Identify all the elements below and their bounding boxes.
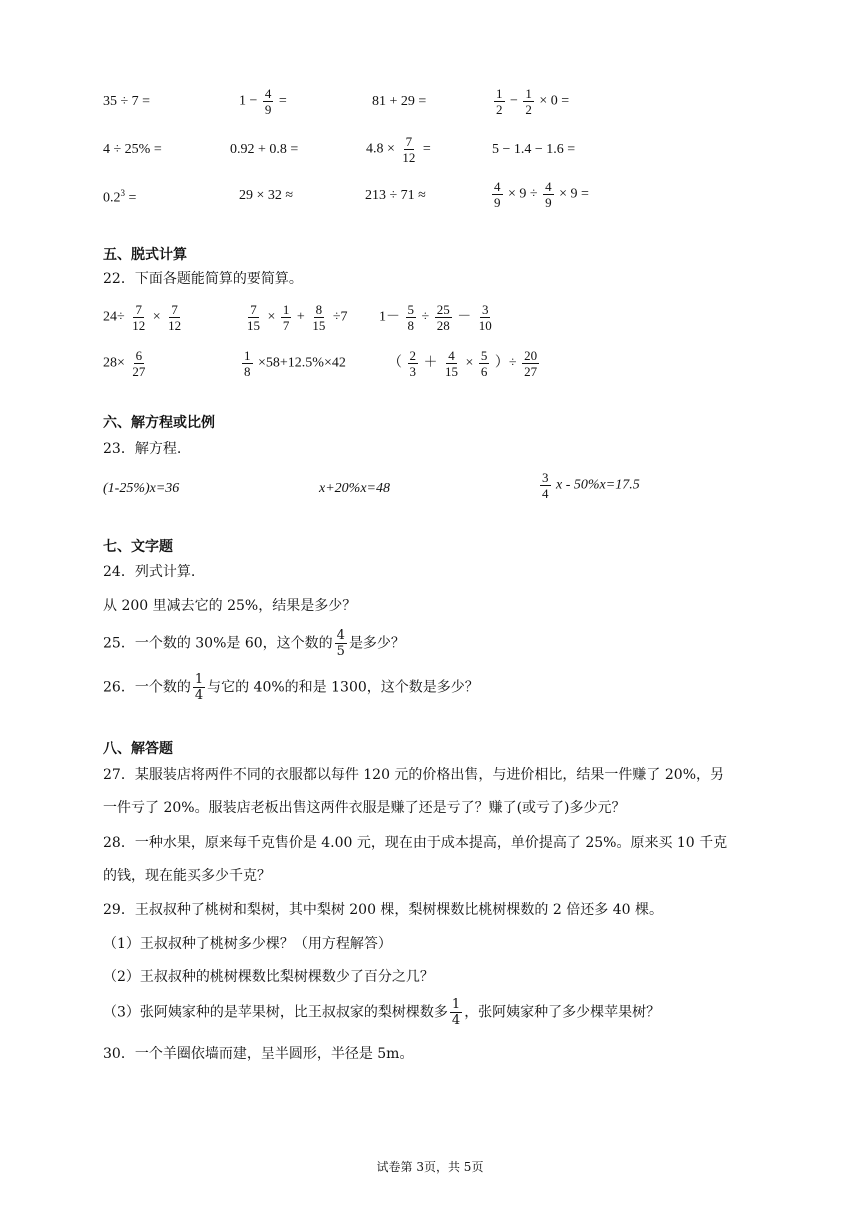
fraction	[400, 134, 417, 165]
numerator: 7	[250, 302, 257, 317]
question-24-text: 从 200 里减去它的 25%，结果是多少？	[103, 598, 357, 614]
fraction	[281, 302, 292, 333]
question-27-line1: 27．某服装店将两件不同的衣服都以每件 120 元的价格出售，与进价相比，结果一件赚了 20%，另	[103, 767, 725, 783]
fraction	[335, 628, 347, 659]
denominator: 15	[445, 364, 458, 379]
denominator: 15	[312, 318, 326, 333]
oral-r2-c2: 0.92 + 0.8 =	[230, 142, 299, 157]
expr-text: 1－	[379, 309, 400, 325]
section-title: 五、脱式计算	[103, 247, 187, 263]
fraction	[494, 86, 505, 117]
operator: +	[296, 309, 305, 325]
denominator: 4	[451, 1013, 461, 1028]
numerator: 1	[496, 86, 503, 101]
page-footer: 试卷第 3页，共 5页	[376, 1160, 484, 1174]
fraction	[245, 302, 262, 333]
fraction	[479, 348, 490, 379]
question-27-line2: 一件亏了 20%。服装店老板出售这两件衣服是赚了还是亏了？赚了(或亏了)多少元？	[103, 800, 626, 816]
numerator: 4	[264, 86, 272, 101]
numerator: 3	[542, 470, 549, 485]
operator: －	[457, 309, 472, 325]
expr-text: × 0 =	[539, 93, 570, 109]
numerator: 1	[525, 86, 532, 101]
question-text: 26．一个数的	[103, 679, 191, 696]
oral-r2-c4: 5 − 1.4 − 1.6 =	[492, 142, 576, 157]
expr-text: 28×	[103, 355, 125, 371]
denominator: 2	[525, 102, 532, 117]
question-28-line2: 的钱，现在能买多少千克？	[103, 868, 271, 884]
oral-r1-c2	[239, 86, 287, 117]
exponent: 3	[120, 188, 125, 198]
fraction	[408, 348, 419, 379]
numerator: 6	[135, 348, 143, 363]
numerator: 7	[135, 302, 142, 317]
numerator: 5	[407, 302, 414, 317]
oral-r3-c2: 29 × 32 ≈	[239, 188, 294, 203]
fraction	[450, 997, 462, 1028]
numerator: 4	[448, 348, 455, 363]
expr-22-1	[103, 302, 185, 333]
expr-22-6	[388, 348, 541, 379]
question-29-3	[103, 997, 660, 1028]
denominator: 8	[244, 364, 251, 379]
numerator: 2	[409, 348, 416, 363]
fraction	[523, 86, 534, 117]
numerator: 5	[480, 348, 488, 363]
fraction	[130, 348, 147, 379]
section-title: 八、解答题	[103, 741, 173, 757]
expr-text: x - 50%x=17.5	[556, 477, 640, 493]
denominator: 2	[496, 102, 503, 117]
numerator: 25	[436, 302, 450, 317]
oral-r1-c4	[492, 86, 569, 117]
question-25	[103, 628, 405, 659]
denominator: 12	[168, 318, 182, 333]
denominator: 12	[132, 318, 146, 333]
expr-text: ）÷	[494, 355, 517, 371]
expr-text: =	[278, 93, 287, 109]
question-text: 25．一个数的 30%是 60，这个数的	[103, 635, 333, 652]
question-29-2: （2）王叔叔种的桃树棵数比梨树棵数少了百分之几？	[103, 969, 434, 985]
oral-r3-c3: 213 ÷ 71 ≈	[365, 188, 426, 203]
operator: −	[510, 93, 518, 109]
question-29-1: （1）王叔叔种了桃树多少棵？（用方程解答）	[103, 936, 392, 952]
oral-r1-c1: 35 ÷ 7 =	[103, 94, 151, 109]
equation-2: x+20%x=48	[319, 481, 390, 496]
denominator: 27	[524, 364, 538, 379]
fraction	[130, 302, 147, 333]
denominator: 8	[407, 318, 414, 333]
oral-r3-c1	[103, 188, 136, 207]
numerator: 4	[336, 628, 345, 643]
question-text: （3）张阿姨家种的是苹果树，比王叔叔家的梨树棵数多	[103, 1004, 448, 1021]
fraction	[522, 348, 539, 379]
expr-text: 4.8 ×	[366, 141, 395, 157]
numerator: 1	[451, 997, 461, 1012]
expr-text: 1 −	[239, 93, 258, 109]
denominator: 28	[436, 318, 450, 333]
question-29: 29．王叔叔种了桃树和梨树，其中梨树 200 棵，梨树棵数比桃树棵数的 2 倍还多 40 棵。	[103, 902, 663, 918]
fraction	[477, 302, 494, 333]
operator: ×	[465, 355, 474, 371]
oral-r1-c3: 81 + 29 =	[372, 94, 427, 109]
numerator: 20	[524, 348, 538, 363]
numerator: 7	[171, 302, 178, 317]
fraction	[310, 302, 327, 333]
fraction	[543, 179, 554, 210]
expr-text: × 9 =	[559, 186, 589, 202]
numerator: 8	[315, 302, 323, 317]
expr-text: × 9 ÷	[508, 186, 538, 202]
question-text: 是多少？	[348, 635, 405, 652]
expr-22-5	[240, 348, 346, 379]
denominator: 4	[542, 486, 549, 501]
question-30: 30．一个羊圈依墙而建，呈半圆形，半径是 5m。	[103, 1046, 414, 1062]
expr-text: 24÷	[103, 309, 125, 325]
question-text: ，张阿姨家种了多少棵苹果树？	[464, 1004, 661, 1021]
operator: ×	[267, 309, 276, 325]
numerator: 1	[244, 348, 251, 363]
fraction	[193, 672, 205, 703]
denominator: 12	[402, 150, 416, 165]
oral-r3-c4	[490, 179, 589, 210]
expr-22-2	[243, 302, 348, 333]
equation-1: (1-25%)x=36	[103, 481, 180, 496]
question-text: 与它的 40%的和是 1300，这个数是多少？	[207, 679, 479, 696]
expr-22-4	[103, 348, 149, 379]
oral-r2-c3	[366, 134, 431, 165]
fraction	[540, 470, 551, 501]
question-23: 23．解方程.	[103, 441, 182, 457]
section-title: 六、解方程或比例	[103, 415, 215, 431]
numerator: 1	[194, 672, 204, 687]
question-28-line1: 28．一种水果，原来每千克售价是 4.00 元，现在由于成本提高，单价提高了 25%。原来买 10 千克	[103, 835, 728, 851]
question-26	[103, 672, 479, 703]
fraction	[263, 86, 274, 117]
section-title: 七、文字题	[103, 539, 173, 555]
expr-text: =	[422, 141, 431, 157]
fraction	[443, 348, 460, 379]
fraction	[242, 348, 253, 379]
operator: ×	[152, 309, 161, 325]
expr-22-3	[379, 302, 496, 333]
operator: ÷	[421, 309, 430, 325]
numerator: 7	[405, 134, 413, 149]
question-22: 22．下面各题能简算的要简算。	[103, 271, 303, 287]
expr-text: （	[388, 355, 402, 371]
fraction	[166, 302, 183, 333]
equation-3	[538, 470, 640, 501]
numerator: 1	[282, 302, 290, 317]
expr-text: 0.2	[103, 190, 121, 206]
expr-text: ÷7	[332, 309, 348, 325]
denominator: 10	[478, 318, 492, 333]
oral-r2-c1: 4 ÷ 25% =	[103, 142, 162, 157]
denominator: 5	[336, 644, 345, 659]
denominator: 9	[494, 195, 501, 210]
denominator: 4	[194, 688, 204, 703]
fraction	[435, 302, 452, 333]
denominator: 9	[264, 102, 272, 117]
numerator: 4	[545, 179, 552, 194]
expr-text: =	[128, 190, 137, 206]
question-24: 24．列式计算.	[103, 564, 196, 580]
denominator: 7	[282, 318, 290, 333]
denominator: 27	[132, 364, 146, 379]
denominator: 6	[480, 364, 488, 379]
denominator: 9	[545, 195, 552, 210]
denominator: 3	[409, 364, 416, 379]
numerator: 3	[481, 302, 489, 317]
fraction	[406, 302, 417, 333]
fraction	[492, 179, 503, 210]
numerator: 4	[494, 179, 501, 194]
operator: ＋	[423, 355, 438, 371]
expr-text: ×58+12.5%×42	[258, 355, 346, 371]
denominator: 15	[247, 318, 260, 333]
